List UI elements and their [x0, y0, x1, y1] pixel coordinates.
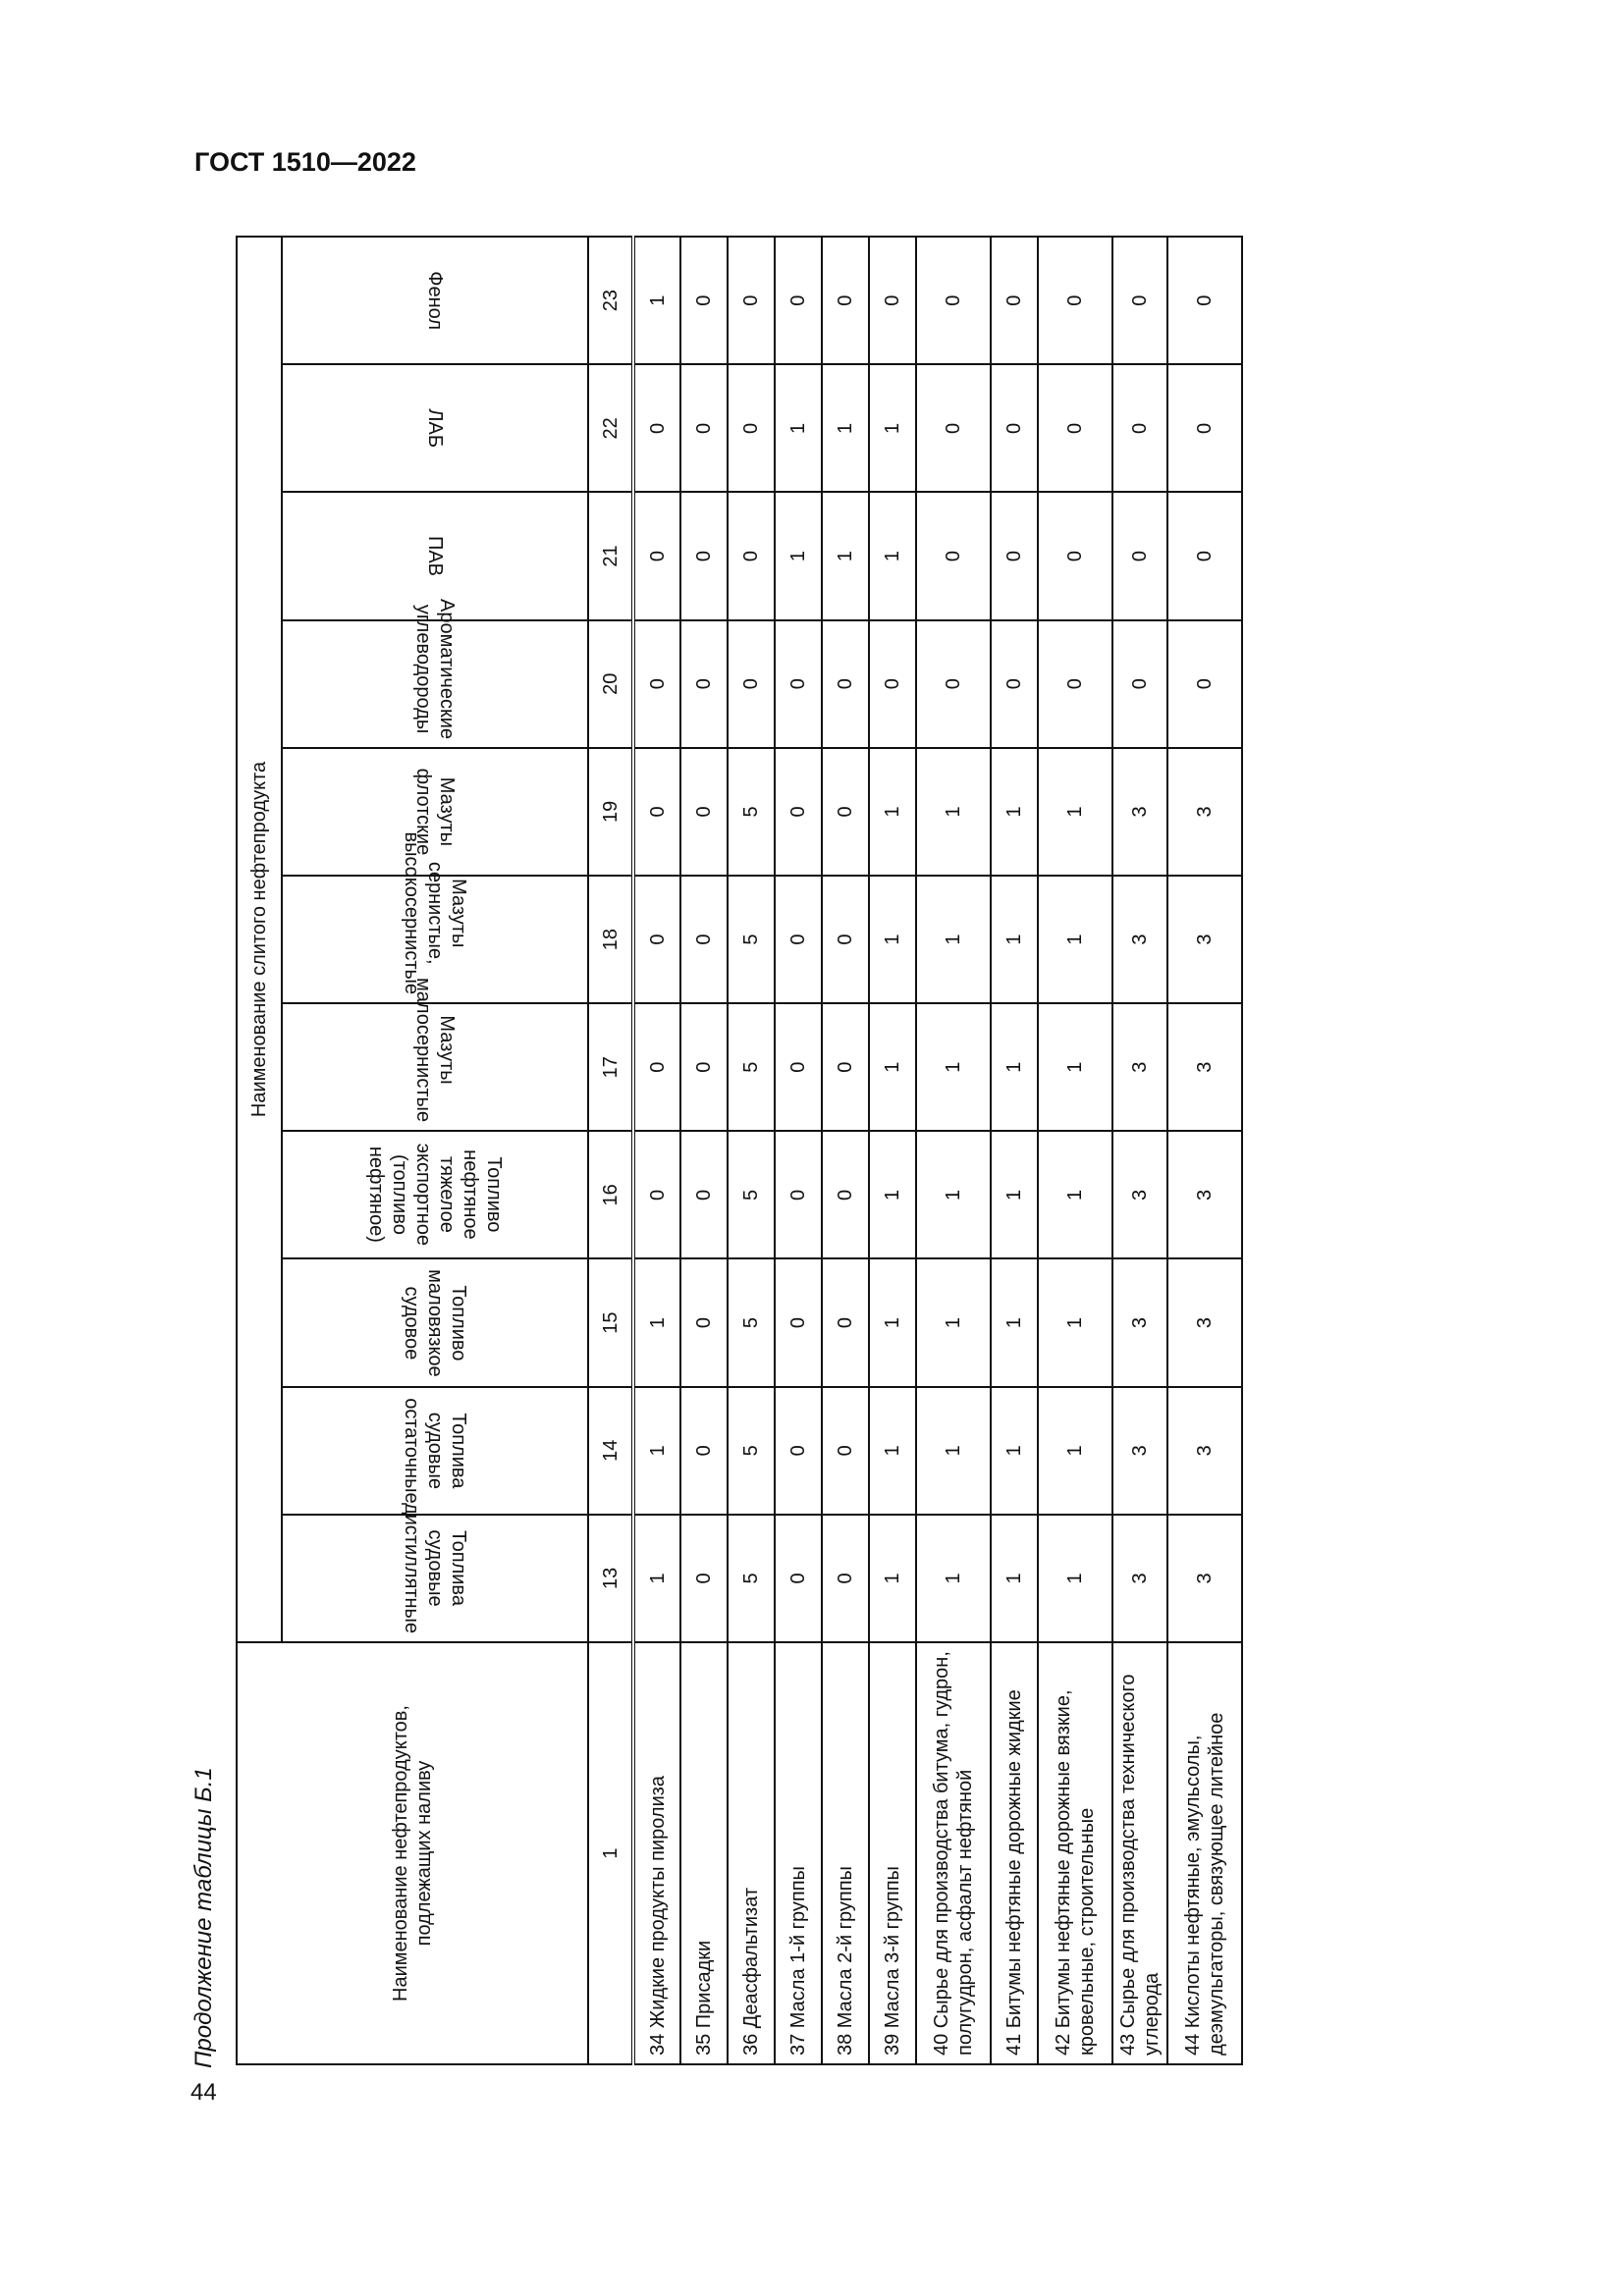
value-cell: 0 — [680, 1131, 728, 1258]
value-cell: 0 — [680, 620, 728, 748]
value-cell: 1 — [916, 876, 991, 1003]
table-body — [633, 237, 1242, 2064]
value-cell: 3 — [1112, 876, 1167, 1003]
column-header: Фенол — [282, 237, 588, 364]
value-cell: 1 — [1038, 876, 1112, 1003]
value-cell: 3 — [1167, 876, 1242, 1003]
table-row — [775, 237, 822, 2064]
value-cell: 3 — [1112, 1003, 1167, 1131]
value-cell: 1 — [916, 1003, 991, 1131]
value-cell: 3 — [1167, 1387, 1242, 1515]
value-cell: 0 — [822, 1131, 869, 1258]
value-cell: 0 — [680, 1003, 728, 1131]
value-cell: 0 — [775, 1003, 822, 1131]
value-cell: 0 — [633, 492, 680, 619]
value-cell: 0 — [822, 876, 869, 1003]
value-cell: 0 — [680, 876, 728, 1003]
value-cell: 0 — [775, 1258, 822, 1386]
value-cell: 1 — [633, 237, 680, 364]
value-cell: 0 — [1167, 492, 1242, 619]
column-number: 20 — [588, 620, 633, 748]
column-number: 23 — [588, 237, 633, 364]
value-cell: 1 — [869, 364, 916, 492]
value-cell: 1 — [916, 1515, 991, 1642]
value-cell: 3 — [1167, 1131, 1242, 1258]
value-cell: 0 — [991, 364, 1038, 492]
value-cell: 3 — [1112, 748, 1167, 876]
value-cell: 3 — [1112, 1387, 1167, 1515]
value-cell: 1 — [775, 364, 822, 492]
value-cell: 0 — [680, 237, 728, 364]
value-cell: 0 — [869, 620, 916, 748]
value-cell: 0 — [680, 492, 728, 619]
value-cell: 0 — [916, 620, 991, 748]
value-cell: 0 — [916, 364, 991, 492]
value-cell: 0 — [1112, 237, 1167, 364]
document-header: ГОСТ 1510—2022 — [194, 147, 416, 177]
value-cell: 0 — [728, 492, 775, 619]
column-number: 17 — [588, 1003, 633, 1131]
column-header: Мазуты флотские — [282, 748, 588, 876]
value-cell: 1 — [991, 748, 1038, 876]
value-cell: 1 — [633, 1515, 680, 1642]
value-cell: 1 — [633, 1258, 680, 1386]
value-cell: 0 — [775, 237, 822, 364]
value-cell: 1 — [1038, 748, 1112, 876]
table-row — [1167, 237, 1242, 2064]
value-cell: 0 — [680, 748, 728, 876]
column-number: 1 — [588, 1642, 633, 2064]
page-number: 44 — [190, 2079, 217, 2106]
row-name-cell: 38 Масла 2-й группы — [822, 1642, 869, 2064]
value-cell: 5 — [728, 876, 775, 1003]
column-number: 14 — [588, 1387, 633, 1515]
table-row — [1038, 237, 1112, 2064]
value-cell: 1 — [869, 748, 916, 876]
row-name-cell: 44 Кислоты нефтяные, эмульсолы, деэмульгаторы, связующее литейное — [1167, 1642, 1242, 2064]
row-name-cell: 41 Битумы нефтяные дорожные жидкие — [991, 1642, 1038, 2064]
value-cell: 1 — [916, 1131, 991, 1258]
value-cell: 3 — [1167, 748, 1242, 876]
value-cell: 0 — [822, 1387, 869, 1515]
value-cell: 0 — [822, 1003, 869, 1131]
column-header: Мазуты малосернистые — [282, 1003, 588, 1131]
value-cell: 1 — [916, 748, 991, 876]
column-number: 19 — [588, 748, 633, 876]
value-cell: 1 — [869, 1387, 916, 1515]
value-cell: 0 — [775, 1387, 822, 1515]
value-cell: 0 — [991, 620, 1038, 748]
column-number: 21 — [588, 492, 633, 619]
data-table — [236, 236, 1243, 2065]
value-cell: 1 — [869, 1515, 916, 1642]
value-cell: 3 — [1112, 1258, 1167, 1386]
value-cell: 0 — [1038, 492, 1112, 619]
value-cell: 0 — [728, 620, 775, 748]
value-cell: 0 — [1038, 237, 1112, 364]
column-header: Мазуты сернистые, высокосернистые — [282, 876, 588, 1003]
value-cell: 0 — [822, 237, 869, 364]
value-cell: 1 — [869, 876, 916, 1003]
row-name-cell: 40 Сырье для производства битума, гудрон, полугудрон, асфальт нефтяной — [916, 1642, 991, 2064]
value-cell: 1 — [869, 1003, 916, 1131]
value-cell: 0 — [633, 620, 680, 748]
value-cell: 0 — [822, 1258, 869, 1386]
value-cell: 0 — [680, 1515, 728, 1642]
table-row — [1112, 237, 1167, 2064]
value-cell: 0 — [1167, 237, 1242, 364]
value-cell: 0 — [633, 876, 680, 1003]
value-cell: 0 — [916, 492, 991, 619]
row-name-cell: 42 Битумы нефтяные дорожные вязкие, кровельные, строительные — [1038, 1642, 1112, 2064]
value-cell: 3 — [1112, 1515, 1167, 1642]
value-cell: 0 — [1038, 364, 1112, 492]
data-table-container — [236, 236, 1272, 2065]
value-cell: 0 — [680, 1258, 728, 1386]
value-cell: 1 — [991, 1131, 1038, 1258]
value-cell: 1 — [916, 1258, 991, 1386]
column-number: 18 — [588, 876, 633, 1003]
value-cell: 0 — [728, 237, 775, 364]
table-caption: Продолжение таблицы Б.1 — [190, 1767, 217, 2068]
value-cell: 5 — [728, 1387, 775, 1515]
value-cell: 1 — [775, 492, 822, 619]
row-header-cell: Наименование нефтепродуктов, подлежащих наливу — [237, 1642, 588, 2064]
value-cell: 0 — [1038, 620, 1112, 748]
value-cell: 0 — [775, 1131, 822, 1258]
value-cell: 1 — [991, 1258, 1038, 1386]
value-cell: 1 — [991, 1003, 1038, 1131]
value-cell: 0 — [991, 237, 1038, 364]
value-cell: 5 — [728, 1258, 775, 1386]
row-name-cell: 34 Жидкие продукты пиролиза — [633, 1642, 680, 2064]
value-cell: 1 — [1038, 1003, 1112, 1131]
value-cell: 1 — [633, 1387, 680, 1515]
group-header-cell: Наименование слитого нефтепродукта — [237, 237, 282, 1642]
column-header: ЛАБ — [282, 364, 588, 492]
value-cell: 0 — [633, 1003, 680, 1131]
value-cell: 0 — [822, 1515, 869, 1642]
row-name-cell: 35 Присадки — [680, 1642, 728, 2064]
row-name-cell: 43 Сырье для производства технического углерода — [1112, 1642, 1167, 2064]
value-cell: 0 — [822, 620, 869, 748]
value-cell: 1 — [869, 492, 916, 619]
column-header: Топливо маловязкое судовое — [282, 1258, 588, 1386]
value-cell: 0 — [1167, 364, 1242, 492]
value-cell: 0 — [991, 492, 1038, 619]
column-header: Топливо нефтяное тяжелое экспортное (топливо нефтяное) — [282, 1131, 588, 1258]
column-header: Ароматические углеводороды — [282, 620, 588, 748]
value-cell: 1 — [1038, 1387, 1112, 1515]
value-cell: 3 — [1167, 1515, 1242, 1642]
value-cell: 0 — [916, 237, 991, 364]
value-cell: 0 — [775, 620, 822, 748]
value-cell: 1 — [1038, 1258, 1112, 1386]
row-name-cell: 37 Масла 1-й группы — [775, 1642, 822, 2064]
table-row — [869, 237, 916, 2064]
value-cell: 0 — [633, 748, 680, 876]
table-row — [633, 237, 680, 2064]
value-cell: 0 — [822, 748, 869, 876]
value-cell: 1 — [916, 1387, 991, 1515]
value-cell: 1 — [869, 1131, 916, 1258]
value-cell: 1 — [991, 1387, 1038, 1515]
value-cell: 0 — [1112, 364, 1167, 492]
table-row — [991, 237, 1038, 2064]
table-row — [680, 237, 728, 2064]
value-cell: 3 — [1167, 1003, 1242, 1131]
value-cell: 0 — [1112, 492, 1167, 619]
value-cell: 5 — [728, 748, 775, 876]
value-cell: 5 — [728, 1515, 775, 1642]
value-cell: 5 — [728, 1131, 775, 1258]
value-cell: 5 — [728, 1003, 775, 1131]
value-cell: 0 — [775, 1515, 822, 1642]
value-cell: 3 — [1112, 1131, 1167, 1258]
value-cell: 1 — [869, 1258, 916, 1386]
value-cell: 1 — [822, 364, 869, 492]
column-number: 13 — [588, 1515, 633, 1642]
value-cell: 0 — [869, 237, 916, 364]
value-cell: 0 — [775, 876, 822, 1003]
column-number: 22 — [588, 364, 633, 492]
column-header: Топлива судовые дистиллятные — [282, 1515, 588, 1642]
row-name-cell: 39 Масла 3-й группы — [869, 1642, 916, 2064]
value-cell: 1 — [991, 1515, 1038, 1642]
value-cell: 0 — [775, 748, 822, 876]
table-row — [916, 237, 991, 2064]
value-cell: 3 — [1167, 1258, 1242, 1386]
value-cell: 0 — [680, 1387, 728, 1515]
column-number: 15 — [588, 1258, 633, 1386]
value-cell: 1 — [1038, 1515, 1112, 1642]
value-cell: 1 — [822, 492, 869, 619]
value-cell: 0 — [633, 364, 680, 492]
value-cell: 1 — [1038, 1131, 1112, 1258]
value-cell: 0 — [728, 364, 775, 492]
row-name-cell: 36 Деасфальтизат — [728, 1642, 775, 2064]
value-cell: 0 — [1112, 620, 1167, 748]
table-row — [728, 237, 775, 2064]
value-cell: 0 — [1167, 620, 1242, 748]
value-cell: 1 — [991, 876, 1038, 1003]
column-header: ПАВ — [282, 492, 588, 619]
value-cell: 0 — [680, 364, 728, 492]
column-number: 16 — [588, 1131, 633, 1258]
value-cell: 0 — [633, 1131, 680, 1258]
column-header: Топлива судовые остаточные — [282, 1387, 588, 1515]
table-row — [822, 237, 869, 2064]
